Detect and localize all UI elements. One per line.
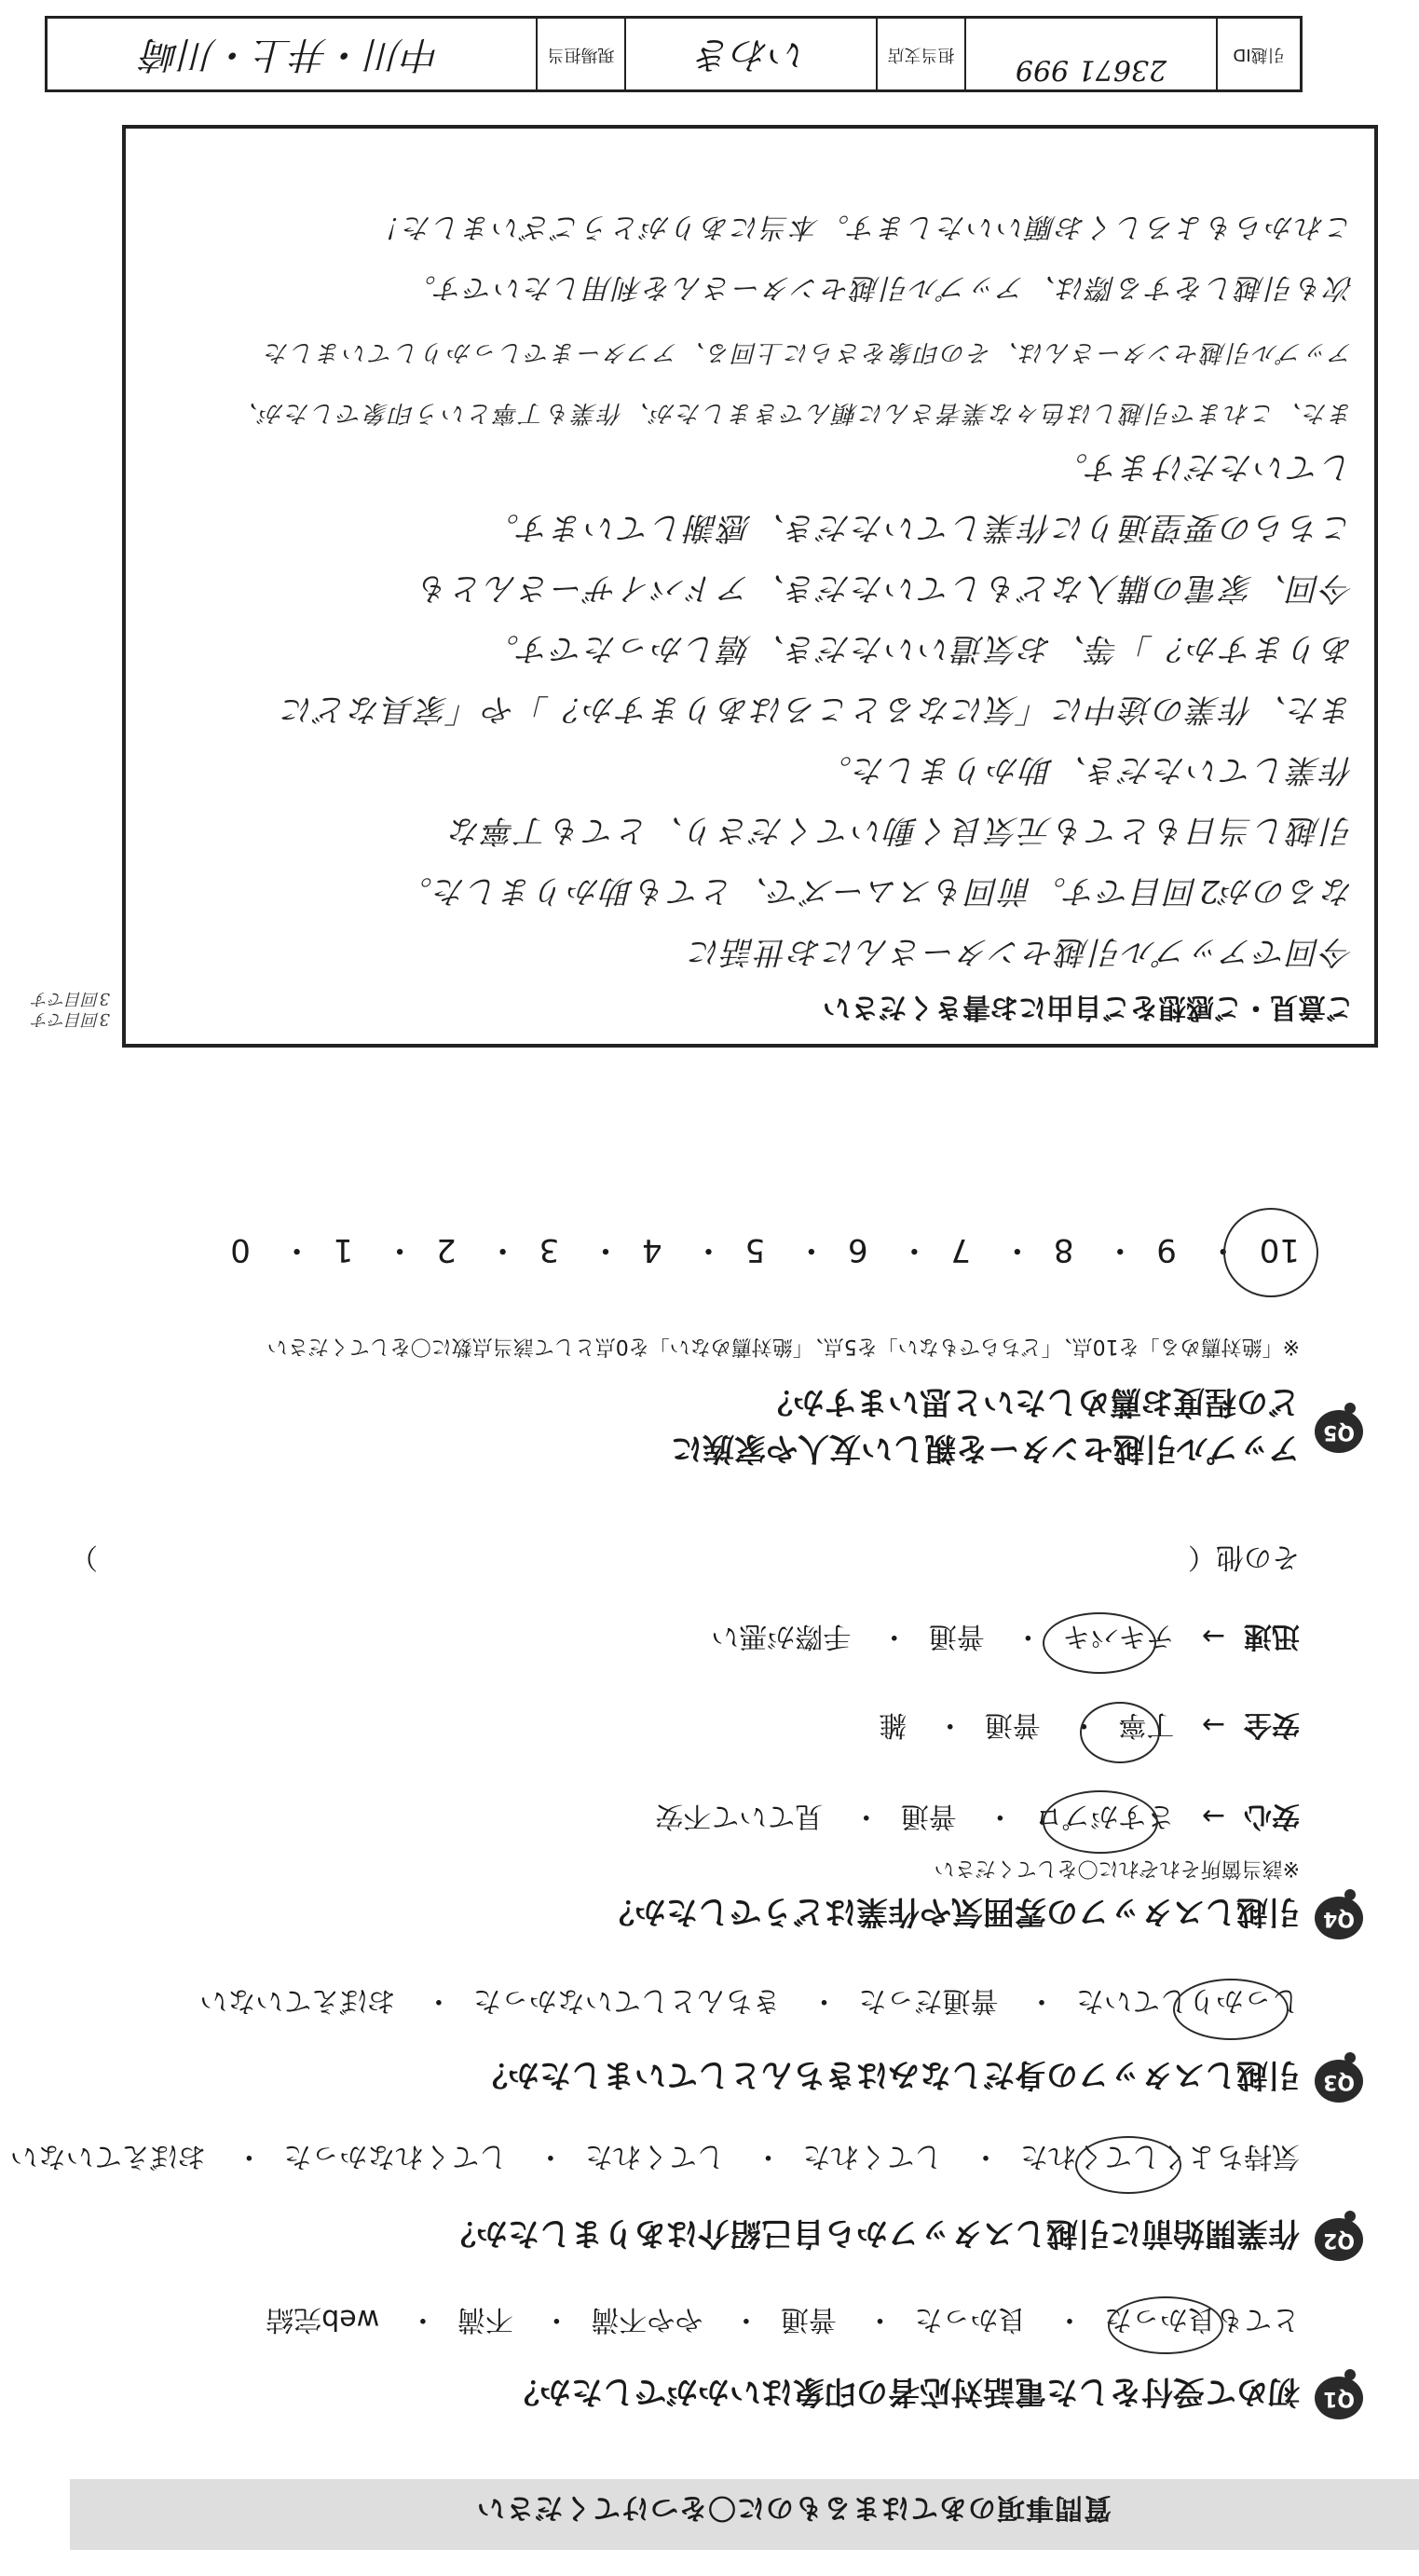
q5-score[interactable]: 2: [436, 1231, 457, 1268]
q4-option[interactable]: 普通: [928, 1620, 985, 1652]
q4-other-row: [70, 1540, 1300, 1581]
q4-row-anzen: 安全→ 丁寧・ 普通・ 雑: [879, 1708, 1300, 1741]
comment-line: 今回でアップル引越センターさんにお世話に: [688, 933, 1354, 970]
move-id-value: 23671 999: [964, 19, 1216, 89]
q1-options: とても良かった・ 良かった・ 普通・ やや不満・ 不満・ web完結: [266, 2303, 1300, 2336]
q4-anzen-answer-circle: [1080, 1702, 1160, 1763]
instruction-text: 質問事項のあてはまるものに〇をつけてください: [476, 2491, 1112, 2524]
q5-scale: 10・ 9・ 8・ 7・ 6・ 5・ 4・ 3・ 2・ 1・ 0: [230, 1231, 1300, 1268]
q4-anshin-answer-circle: [1043, 1790, 1158, 1854]
q5-score[interactable]: 1: [333, 1231, 354, 1268]
q4-jinsoku-answer-circle: [1043, 1612, 1156, 1674]
q5-badge: Q5: [1315, 1410, 1363, 1453]
q3-option[interactable]: しっかりしていた: [1076, 1984, 1300, 2017]
q1-answer-circle: [1108, 2296, 1223, 2354]
q4-option[interactable]: 普通: [900, 1800, 957, 1832]
q5-score[interactable]: 9: [1156, 1231, 1177, 1268]
q3-text: 引越しスタッフの身だしなみはきちんとしていましたか？: [476, 2056, 1300, 2093]
comment-line: これからもよろしくお願いいたします。本当にありがとうございました！: [372, 211, 1354, 243]
q4-option[interactable]: 普通: [984, 1708, 1041, 1741]
staff-value: 中川・井上・川崎: [143, 33, 441, 75]
comment-line: なるのが2回目です。前回もスムーズで、とても助かりました。: [399, 872, 1354, 910]
q4-other-close: ）: [70, 1541, 98, 1573]
q4-option[interactable]: テキパキ: [1062, 1620, 1175, 1652]
q3-options: しっかりしていた・ 普通だった・ きちんとしていなかった・ おぼえていない: [199, 1984, 1300, 2017]
q2-options: 気持ちよくしてくれた・ してくれた・ してくれた・ してくれなかった・ おぼえていない: [9, 2140, 1300, 2172]
comment-line: こちらの要望通りに作業していただき、感謝しています。: [485, 509, 1354, 546]
q4-option[interactable]: 手際が悪い: [711, 1620, 852, 1652]
q4-option[interactable]: さすがプロ: [1034, 1800, 1175, 1832]
branch-label: 担当支店: [876, 19, 964, 89]
comment-line: また、作業の途中に「気になるところはありますか？」や「家具などに: [280, 691, 1354, 728]
q5-score[interactable]: 7: [950, 1231, 972, 1268]
q1-option[interactable]: やや不満: [591, 2303, 703, 2336]
q5-score[interactable]: 6: [847, 1231, 868, 1268]
q2-answer-circle: [1075, 2136, 1181, 2194]
q1-option[interactable]: 良かった: [914, 2303, 1027, 2336]
q4-row-label: 安全: [1244, 1708, 1300, 1741]
q3-option[interactable]: 普通だった: [858, 1984, 999, 2017]
q5-score[interactable]: 0: [230, 1231, 251, 1268]
q4-row-anshin: 安心→ さすがプロ・ 普通・ 見ていて不安: [655, 1800, 1300, 1832]
comment-line: ありますか？」等、お気遣いいただき、嬉しかったです。: [485, 630, 1354, 667]
q4-option[interactable]: 見ていて不安: [655, 1800, 824, 1832]
q5-text-line2: どの程度お薦めしたいと思いますか？: [761, 1383, 1300, 1420]
q4-row-label: 迅速: [1244, 1620, 1300, 1652]
q2-option[interactable]: おぼえていない: [9, 2140, 206, 2172]
q3-answer-circle: [1173, 1979, 1289, 2040]
q1-badge: Q1: [1315, 2377, 1363, 2419]
q5-text-line1: アップル引越センターを親しい友人や家族に: [671, 1430, 1300, 1467]
move-id-label: 引越ID: [1216, 19, 1300, 89]
q4-option[interactable]: 丁寧: [1118, 1708, 1175, 1741]
q4-text: 引越しスタッフの雰囲気や作業はどうでしたか？: [603, 1893, 1300, 1930]
q1-option[interactable]: とても良かった: [1104, 2303, 1300, 2336]
q5-note: ※「絶対薦める」を10点、「どちらでもない」を5点、「絶対薦めない」を0点として該当点数に〇をしてください: [266, 1335, 1300, 1358]
q5-score[interactable]: 10: [1259, 1231, 1300, 1268]
q1-option[interactable]: web完結: [266, 2303, 380, 2336]
q2-option[interactable]: 気持ちよくしてくれた: [1020, 2140, 1300, 2172]
q5-score[interactable]: 5: [744, 1231, 766, 1268]
q4-row-jinsoku: 迅速→ テキパキ・ 普通・ 手際が悪い: [711, 1620, 1300, 1652]
comment-line: また、これまで引越しは色々な業者さんに頼んできましたが、作業も丁寧という印象でしたが、: [231, 399, 1354, 427]
q5-score[interactable]: 4: [642, 1231, 662, 1268]
q5-score[interactable]: 3: [539, 1231, 560, 1268]
q5-answer-circle: [1223, 1208, 1318, 1297]
branch-value: いわき: [624, 19, 876, 89]
q4-badge: Q4: [1315, 1897, 1363, 1939]
q4-other-label: その他（: [1188, 1541, 1300, 1573]
q1-option[interactable]: 普通: [780, 2303, 837, 2336]
q2-text: 作業開始前に引越しスタッフから自己紹介はありましたか？: [444, 2214, 1300, 2252]
q2-badge: Q2: [1315, 2218, 1363, 2261]
q3-option[interactable]: きちんとしていなかった: [472, 1984, 781, 2017]
staff-info-table: [45, 16, 1303, 92]
margin-note: 3回目です 3回目です: [32, 989, 110, 1029]
q5-score[interactable]: 8: [1053, 1231, 1074, 1268]
comment-line: 今回、家電の購入などもしていただき、アドバイザーさんとも: [416, 569, 1354, 607]
q1-option[interactable]: 不満: [457, 2303, 513, 2336]
q4-row-label: 安心: [1244, 1800, 1300, 1832]
comment-line: 引越し当日もとても元気良く動いてくださり、とても丁寧な: [448, 812, 1354, 849]
q4-option[interactable]: 雑: [879, 1708, 907, 1741]
comment-line: していただけます。: [1054, 448, 1354, 486]
q3-badge: Q3: [1315, 2060, 1363, 2103]
q1-text: 初めて受付をした電話対応者の印象はいかがでしたか？: [508, 2373, 1300, 2410]
q2-option[interactable]: してくれた: [584, 2140, 725, 2172]
comment-title: ご意見・ご感想をご自由にお書きください: [823, 991, 1354, 1023]
q4-note: ※該当箇所それぞれに〇をしてください: [934, 1857, 1300, 1880]
staff-label: 現場担当: [536, 19, 624, 89]
comment-line: アップル引越センターさんは、その印象をさらに上回る、アフターまでしっかりしていました: [263, 338, 1354, 366]
comment-line: 次も引越しをする際は、アップル引越センターさんを利用したいです。: [405, 271, 1354, 304]
q2-option[interactable]: してくれた: [802, 2140, 943, 2172]
comment-line: 作業していただき、助かりました。: [818, 751, 1354, 788]
q3-option[interactable]: おぼえていない: [199, 1984, 396, 2017]
q2-option[interactable]: してくれなかった: [283, 2140, 508, 2172]
